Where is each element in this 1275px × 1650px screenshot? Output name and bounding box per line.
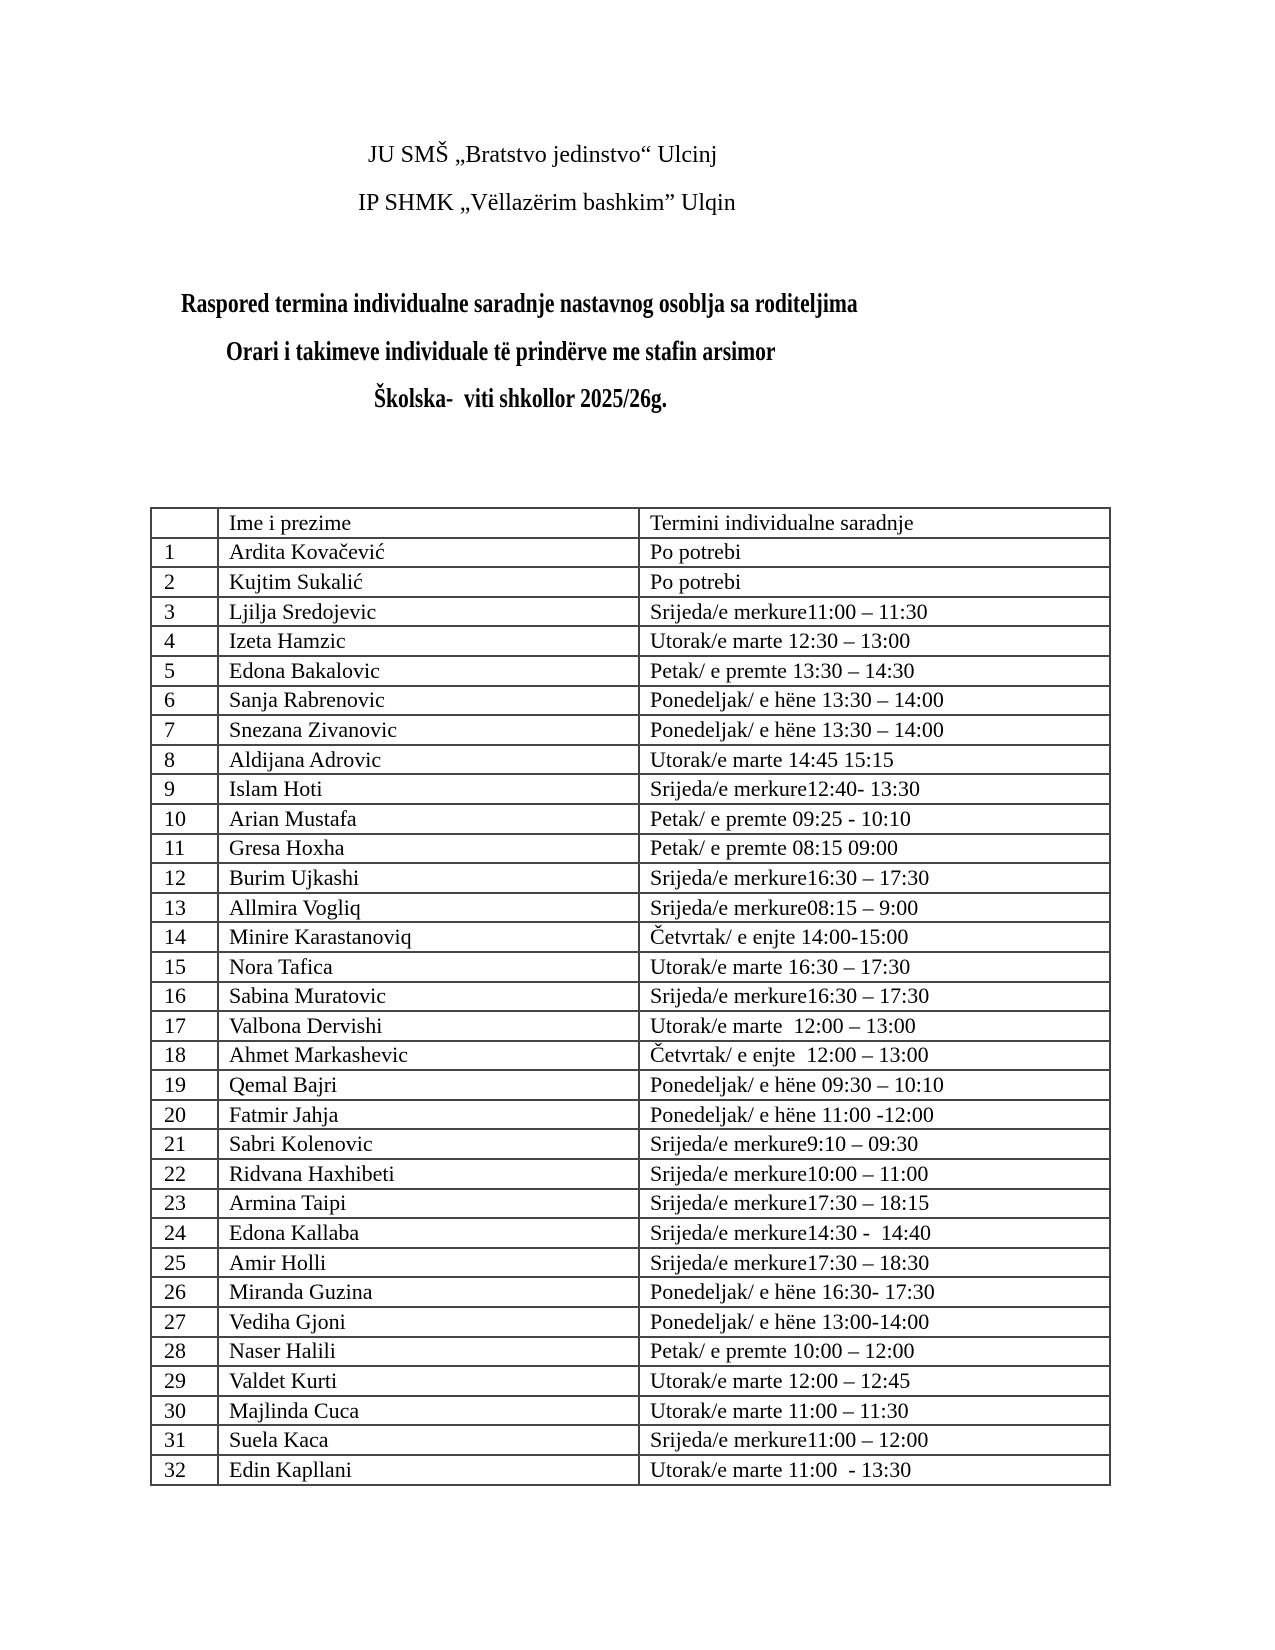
document-title-albanian: Orari i takimeve individuale të prindërve me stafin arsimor xyxy=(226,336,776,366)
table-row xyxy=(151,1011,1110,1041)
row-number-cell: 4 xyxy=(151,626,218,656)
appointment-time-cell: Srijeda/e merkure16:30 – 17:30 xyxy=(639,982,1110,1012)
appointment-time-cell: Po potrebi xyxy=(639,538,1110,568)
appointment-time-cell: Ponedeljak/ e hëne 09:30 – 10:10 xyxy=(639,1070,1110,1100)
table-row xyxy=(151,774,1110,804)
row-number-cell: 16 xyxy=(151,982,218,1012)
teacher-name-cell: Gresa Hoxha xyxy=(218,834,639,864)
appointment-time-cell: Ponedeljak/ e hëne 13:00-14:00 xyxy=(639,1307,1110,1337)
appointment-time-cell: Četvrtak/ e enjte 12:00 – 13:00 xyxy=(639,1041,1110,1071)
row-number-cell: 24 xyxy=(151,1218,218,1248)
appointment-time-cell: Utorak/e marte 11:00 - 13:30 xyxy=(639,1455,1110,1485)
header-name-cell: Ime i prezime xyxy=(218,508,639,538)
table-row xyxy=(151,1070,1110,1100)
row-number-cell: 6 xyxy=(151,686,218,716)
teacher-name-cell: Valdet Kurti xyxy=(218,1366,639,1396)
row-number-cell: 32 xyxy=(151,1455,218,1485)
row-number-cell: 25 xyxy=(151,1248,218,1278)
row-number-cell: 12 xyxy=(151,863,218,893)
teacher-name-cell: Vediha Gjoni xyxy=(218,1307,639,1337)
table-row xyxy=(151,626,1110,656)
appointment-time-cell: Po potrebi xyxy=(639,567,1110,597)
row-number-cell: 18 xyxy=(151,1041,218,1071)
row-number-cell: 10 xyxy=(151,804,218,834)
teacher-name-cell: Minire Karastanoviq xyxy=(218,922,639,952)
row-number-cell: 3 xyxy=(151,597,218,627)
table-row xyxy=(151,1307,1110,1337)
table-row xyxy=(151,1396,1110,1426)
appointment-time-cell: Utorak/e marte 14:45 15:15 xyxy=(639,745,1110,775)
row-number-cell: 1 xyxy=(151,538,218,568)
table-row xyxy=(151,952,1110,982)
schedule-table-header xyxy=(151,508,1110,538)
table-row xyxy=(151,1189,1110,1219)
appointment-time-cell: Petak/ e premte 09:25 - 10:10 xyxy=(639,804,1110,834)
teacher-name-cell: Sabri Kolenovic xyxy=(218,1129,639,1159)
table-row xyxy=(151,1100,1110,1130)
teacher-name-cell: Valbona Dervishi xyxy=(218,1011,639,1041)
table-row xyxy=(151,893,1110,923)
appointment-time-cell: Ponedeljak/ e hëne 13:30 – 14:00 xyxy=(639,715,1110,745)
appointment-time-cell: Utorak/e marte 12:00 – 13:00 xyxy=(639,1011,1110,1041)
appointment-time-cell: Srijeda/e merkure12:40- 13:30 xyxy=(639,774,1110,804)
teacher-name-cell: Qemal Bajri xyxy=(218,1070,639,1100)
teacher-name-cell: Edona Bakalovic xyxy=(218,656,639,686)
teacher-name-cell: Naser Halili xyxy=(218,1337,639,1367)
teacher-name-cell: Armina Taipi xyxy=(218,1189,639,1219)
appointment-time-cell: Srijeda/e merkure10:00 – 11:00 xyxy=(639,1159,1110,1189)
table-row xyxy=(151,538,1110,568)
teacher-name-cell: Kujtim Sukalić xyxy=(218,567,639,597)
row-number-cell: 27 xyxy=(151,1307,218,1337)
appointment-time-cell: Ponedeljak/ e hëne 13:30 – 14:00 xyxy=(639,686,1110,716)
appointment-time-cell: Petak/ e premte 08:15 09:00 xyxy=(639,834,1110,864)
appointment-time-cell: Utorak/e marte 16:30 – 17:30 xyxy=(639,952,1110,982)
teacher-name-cell: Nora Tafica xyxy=(218,952,639,982)
teacher-name-cell: Sabina Muratovic xyxy=(218,982,639,1012)
row-number-cell: 9 xyxy=(151,774,218,804)
row-number-cell: 23 xyxy=(151,1189,218,1219)
header-time-cell: Termini individualne saradnje xyxy=(639,508,1110,538)
school-year-line: Školska- viti shkollor 2025/26g. xyxy=(374,383,668,413)
appointment-time-cell: Petak/ e premte 10:00 – 12:00 xyxy=(639,1337,1110,1367)
teacher-name-cell: Edin Kapllani xyxy=(218,1455,639,1485)
row-number-cell: 7 xyxy=(151,715,218,745)
table-row xyxy=(151,715,1110,745)
table-row xyxy=(151,834,1110,864)
schedule-table-body xyxy=(151,538,1110,1485)
teacher-name-cell: Aldijana Adrovic xyxy=(218,745,639,775)
row-number-cell: 17 xyxy=(151,1011,218,1041)
teacher-name-cell: Ljilja Sredojevic xyxy=(218,597,639,627)
teacher-name-cell: Snezana Zivanovic xyxy=(218,715,639,745)
appointment-time-cell: Utorak/e marte 11:00 – 11:30 xyxy=(639,1396,1110,1426)
teacher-name-cell: Suela Kaca xyxy=(218,1425,639,1455)
table-row xyxy=(151,567,1110,597)
teacher-name-cell: Izeta Hamzic xyxy=(218,626,639,656)
table-row xyxy=(151,1337,1110,1367)
appointment-time-cell: Petak/ e premte 13:30 – 14:30 xyxy=(639,656,1110,686)
table-row xyxy=(151,1129,1110,1159)
appointment-time-cell: Utorak/e marte 12:00 – 12:45 xyxy=(639,1366,1110,1396)
appointment-time-cell: Srijeda/e merkure17:30 – 18:30 xyxy=(639,1248,1110,1278)
appointment-time-cell: Srijeda/e merkure11:00 – 12:00 xyxy=(639,1425,1110,1455)
teacher-name-cell: Ahmet Markashevic xyxy=(218,1041,639,1071)
row-number-cell: 31 xyxy=(151,1425,218,1455)
teacher-name-cell: Sanja Rabrenovic xyxy=(218,686,639,716)
row-number-cell: 2 xyxy=(151,567,218,597)
schedule-table xyxy=(150,507,1111,1486)
teacher-name-cell: Allmira Vogliq xyxy=(218,893,639,923)
row-number-cell: 11 xyxy=(151,834,218,864)
table-row xyxy=(151,1455,1110,1485)
row-number-cell: 8 xyxy=(151,745,218,775)
teacher-name-cell: Majlinda Cuca xyxy=(218,1396,639,1426)
teacher-name-cell: Arian Mustafa xyxy=(218,804,639,834)
school-name-line-2: IP SHMK „Vëllazërim bashkim” Ulqin xyxy=(358,190,736,216)
table-row xyxy=(151,686,1110,716)
table-row xyxy=(151,1248,1110,1278)
appointment-time-cell: Ponedeljak/ e hëne 11:00 -12:00 xyxy=(639,1100,1110,1130)
row-number-cell: 19 xyxy=(151,1070,218,1100)
teacher-name-cell: Islam Hoti xyxy=(218,774,639,804)
row-number-cell: 30 xyxy=(151,1396,218,1426)
appointment-time-cell: Srijeda/e merkure14:30 - 14:40 xyxy=(639,1218,1110,1248)
table-row xyxy=(151,863,1110,893)
row-number-cell: 5 xyxy=(151,656,218,686)
table-row xyxy=(151,982,1110,1012)
header-row xyxy=(151,508,1110,538)
table-row xyxy=(151,1277,1110,1307)
teacher-name-cell: Ardita Kovačević xyxy=(218,538,639,568)
row-number-cell: 15 xyxy=(151,952,218,982)
appointment-time-cell: Srijeda/e merkure17:30 – 18:15 xyxy=(639,1189,1110,1219)
teacher-name-cell: Burim Ujkashi xyxy=(218,863,639,893)
school-name-line-1: JU SMŠ „Bratstvo jedinstvo“ Ulcinj xyxy=(368,142,718,168)
table-row xyxy=(151,922,1110,952)
teacher-name-cell: Fatmir Jahja xyxy=(218,1100,639,1130)
teacher-name-cell: Amir Holli xyxy=(218,1248,639,1278)
appointment-time-cell: Četvrtak/ e enjte 14:00-15:00 xyxy=(639,922,1110,952)
row-number-cell: 21 xyxy=(151,1129,218,1159)
table-row xyxy=(151,1218,1110,1248)
table-row xyxy=(151,1425,1110,1455)
header-number-cell xyxy=(151,508,218,538)
table-row xyxy=(151,804,1110,834)
appointment-time-cell: Srijeda/e merkure16:30 – 17:30 xyxy=(639,863,1110,893)
table-row xyxy=(151,597,1110,627)
table-row xyxy=(151,745,1110,775)
table-row xyxy=(151,1159,1110,1189)
appointment-time-cell: Srijeda/e merkure9:10 – 09:30 xyxy=(639,1129,1110,1159)
table-row xyxy=(151,1041,1110,1071)
row-number-cell: 13 xyxy=(151,893,218,923)
appointment-time-cell: Ponedeljak/ e hëne 16:30- 17:30 xyxy=(639,1277,1110,1307)
row-number-cell: 29 xyxy=(151,1366,218,1396)
teacher-name-cell: Ridvana Haxhibeti xyxy=(218,1159,639,1189)
appointment-time-cell: Srijeda/e merkure11:00 – 11:30 xyxy=(639,597,1110,627)
table-row xyxy=(151,656,1110,686)
teacher-name-cell: Edona Kallaba xyxy=(218,1218,639,1248)
row-number-cell: 14 xyxy=(151,922,218,952)
row-number-cell: 22 xyxy=(151,1159,218,1189)
table-row xyxy=(151,1366,1110,1396)
teacher-name-cell: Miranda Guzina xyxy=(218,1277,639,1307)
appointment-time-cell: Srijeda/e merkure08:15 – 9:00 xyxy=(639,893,1110,923)
row-number-cell: 28 xyxy=(151,1337,218,1367)
document-title-bosnian: Raspored termina individualne saradnje nastavnog osoblja sa roditeljima xyxy=(181,288,858,318)
row-number-cell: 20 xyxy=(151,1100,218,1130)
row-number-cell: 26 xyxy=(151,1277,218,1307)
appointment-time-cell: Utorak/e marte 12:30 – 13:00 xyxy=(639,626,1110,656)
